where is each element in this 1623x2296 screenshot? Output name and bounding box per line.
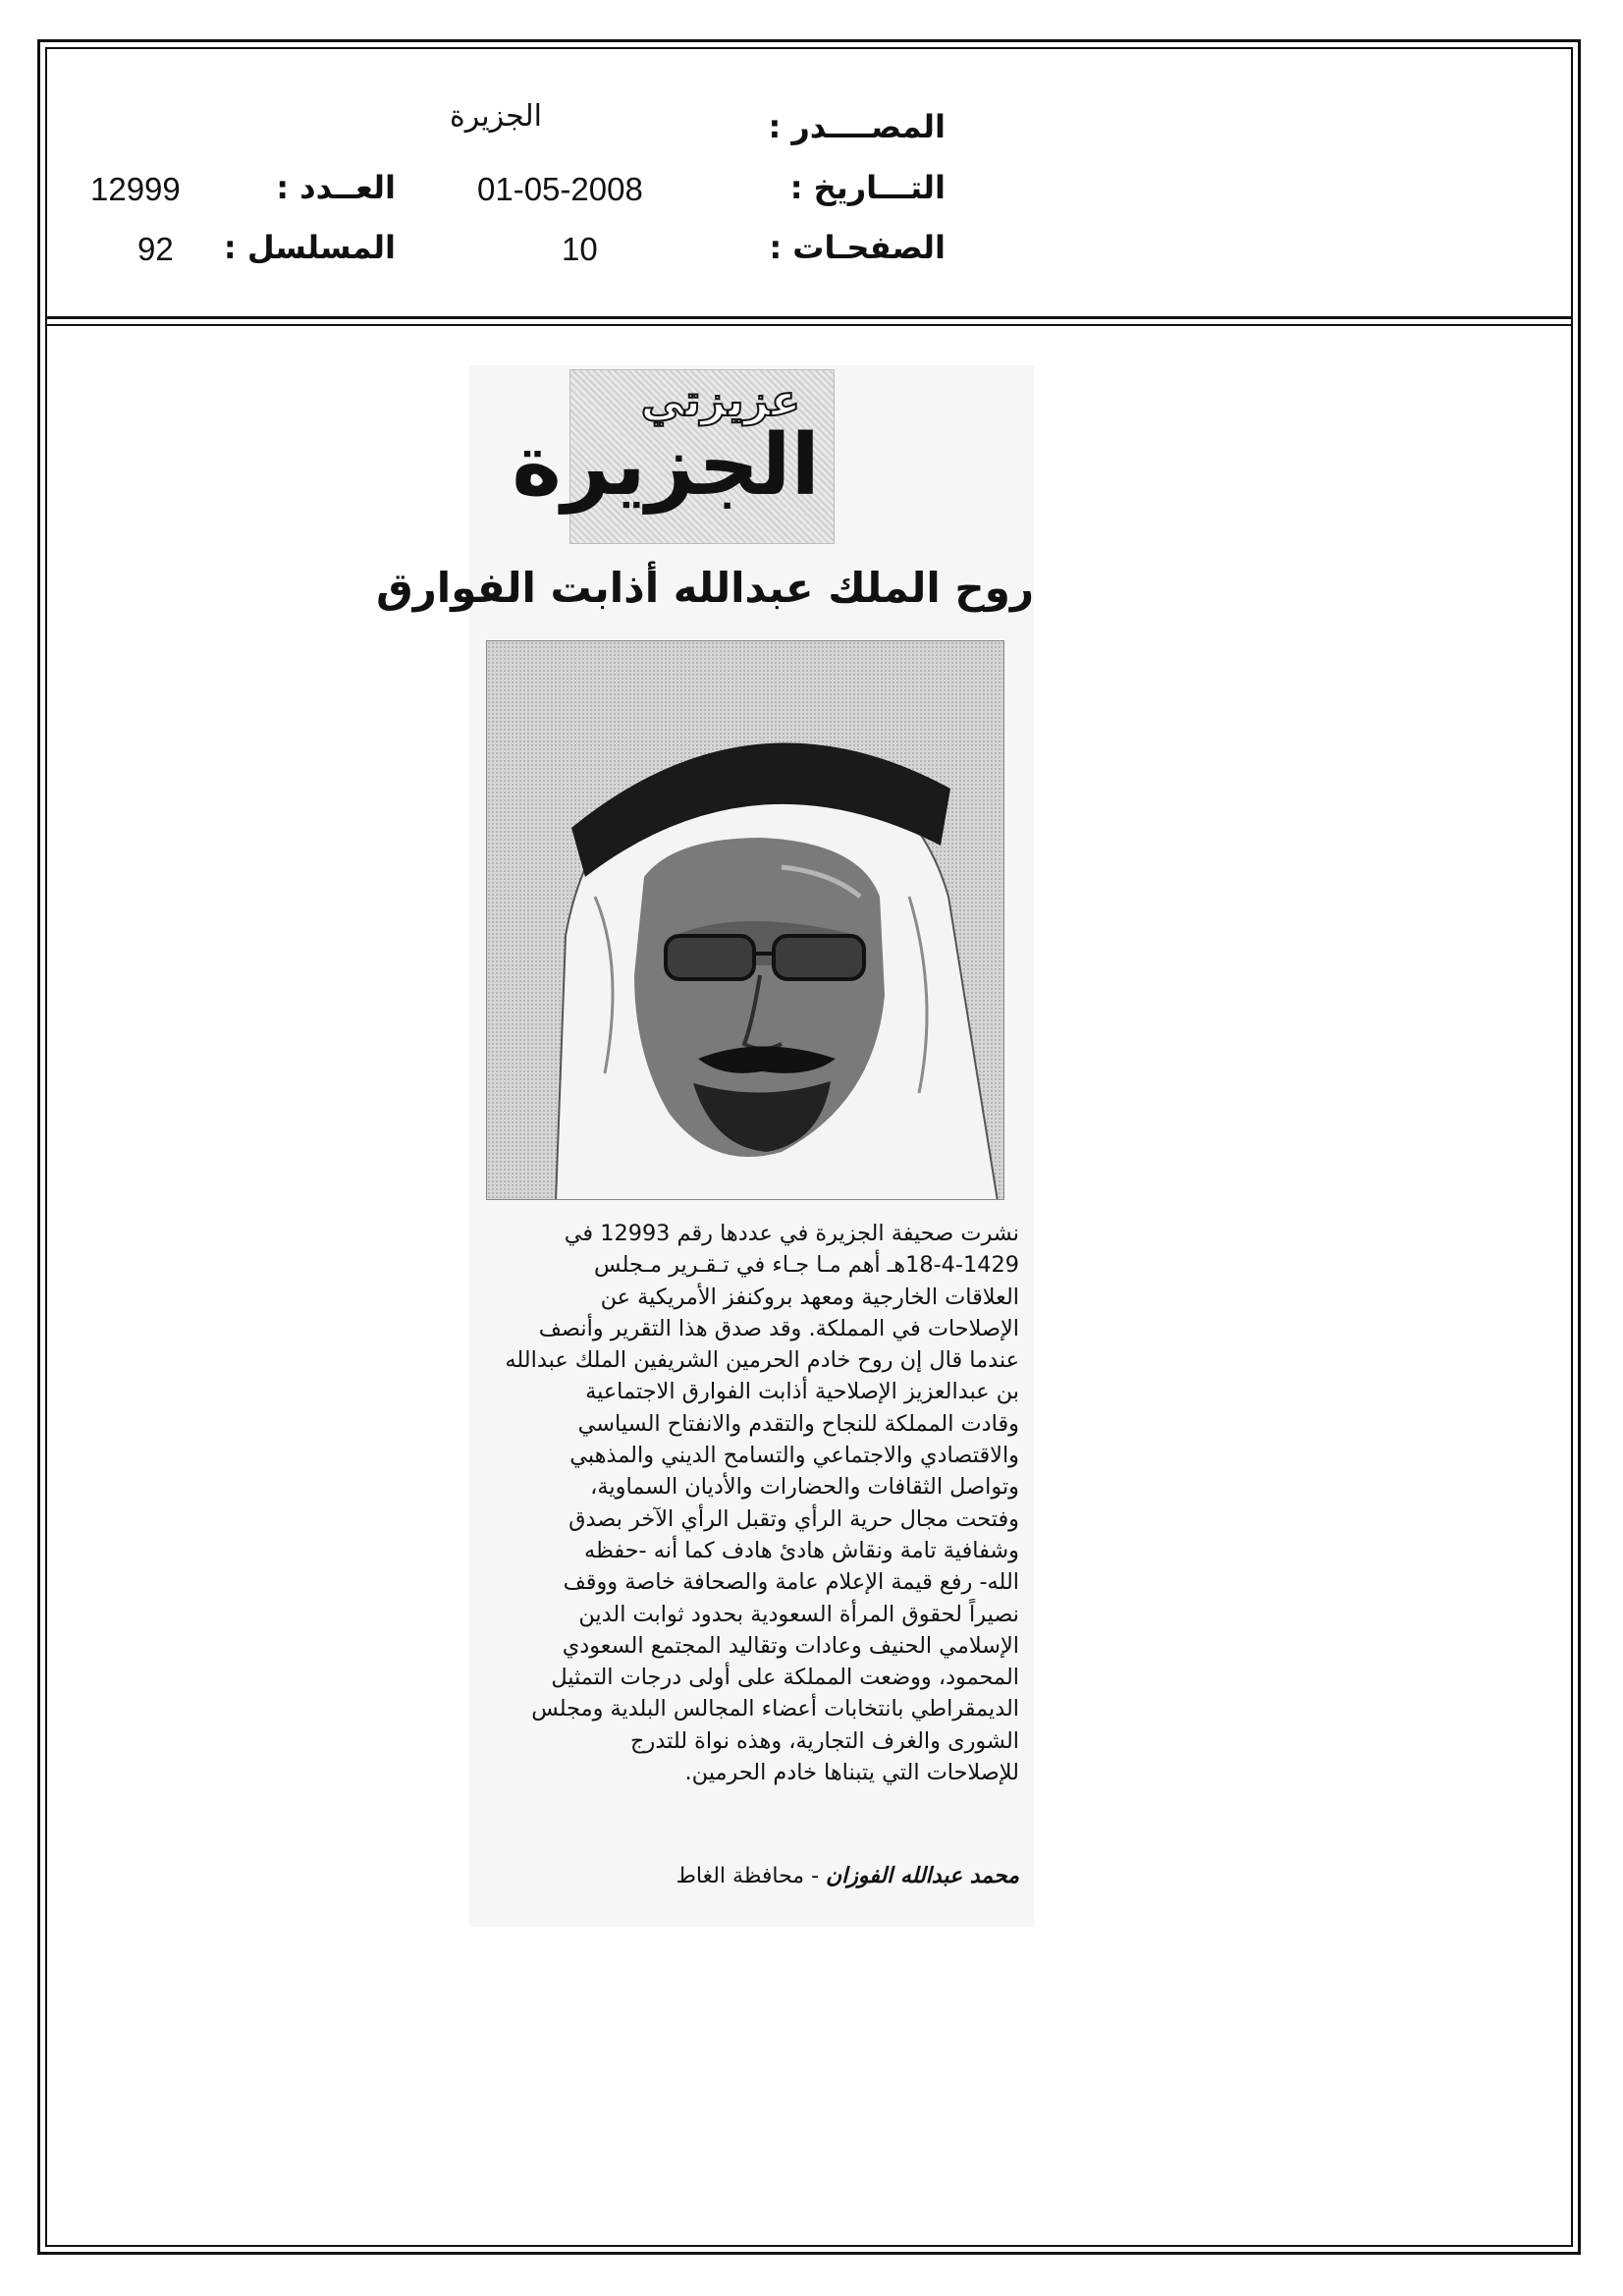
header-divider	[45, 316, 1573, 319]
body-line: وتواصل الثقافات والحضارات والأديان السماوية،	[590, 1474, 1019, 1501]
serial-label: المسلسل :	[223, 229, 396, 266]
date-label: التـــاريخ :	[789, 169, 946, 206]
body-line: الإسلامي الحنيف وعادات وتقاليد المجتمع السعودي	[562, 1632, 1019, 1659]
byline-author: محمد عبدالله الفوزان	[826, 1864, 1019, 1888]
body-line: وفتحت مجال حرية الرأي وتقبل الرأي الآخر بصدق	[568, 1505, 1019, 1532]
pages-value: 10	[562, 231, 598, 267]
column-masthead	[512, 369, 835, 544]
serial-value: 92	[137, 231, 174, 267]
article-body	[477, 1218, 1019, 1788]
article-byline	[477, 1864, 1019, 1888]
body-line: نشرت صحيفة الجزيرة في عددها رقم 12993 في	[564, 1221, 1019, 1246]
body-line: الديمقراطي بانتخابات أعضاء المجالس البلدية ومجلس	[531, 1696, 1019, 1722]
body-line: 18-4-1429هـ أهم مـا جـاء في تـقـرير مـجلس	[594, 1252, 1019, 1279]
source-value: الجزيرة	[450, 99, 543, 134]
masthead-main-text: الجزيرة	[512, 416, 820, 515]
body-line: الإصلاحات في المملكة. وقد صدق هذا التقرير وأنصف	[538, 1315, 1019, 1341]
body-line: وشفافية تامة ونقاش هادئ هادف كما أنه -حفظه	[583, 1537, 1019, 1563]
source-label: المصــــدر :	[768, 108, 946, 145]
body-line: للإصلاحات التي يتبناها خادم الحرمين.	[684, 1760, 1019, 1786]
issue-value: 12999	[90, 171, 181, 207]
portrait-photo	[486, 640, 1004, 1200]
masthead-top-text: عزيزتي	[640, 376, 800, 426]
body-line: والاقتصادي والاجتماعي والتسامح الديني والمذهبي	[569, 1443, 1019, 1469]
body-line: بن عبدالعزيز الإصلاحية أذابت الفوارق الاجتماعية	[585, 1379, 1019, 1405]
header-divider-inner	[45, 324, 1573, 326]
date-value: 01-05-2008	[477, 171, 643, 207]
byline-place: - محافظة الغاط	[676, 1864, 820, 1888]
body-line: العلاقات الخارجية ومعهد بروكنفز الأمريكية عن	[600, 1284, 1019, 1310]
issue-label: العــدد :	[276, 169, 396, 206]
pages-label: الصفحـات :	[769, 229, 946, 266]
body-line: المحمود، ووضعت المملكة على أولى درجات التمثيل	[551, 1665, 1019, 1691]
body-line: نصيراً لحقوق المرأة السعودية بحدود ثوابت الدين	[578, 1601, 1019, 1627]
body-line: الله- رفع قيمة الإعلام عامة والصحافة خاصة ووقف	[563, 1569, 1019, 1596]
body-line: وقادت المملكة للنجاح والتقدم والانفتاح السياسي	[577, 1410, 1019, 1437]
portrait-illustration	[487, 641, 1004, 1200]
article-headline: روح الملك عبدالله أذابت الفوارق	[376, 564, 1034, 612]
body-line: عندما قال إن روح خادم الحرمين الشريفين الملك عبدالله	[505, 1347, 1019, 1374]
body-line: الشورى والغرف التجارية، وهذه نواة للتدرج	[630, 1727, 1019, 1754]
